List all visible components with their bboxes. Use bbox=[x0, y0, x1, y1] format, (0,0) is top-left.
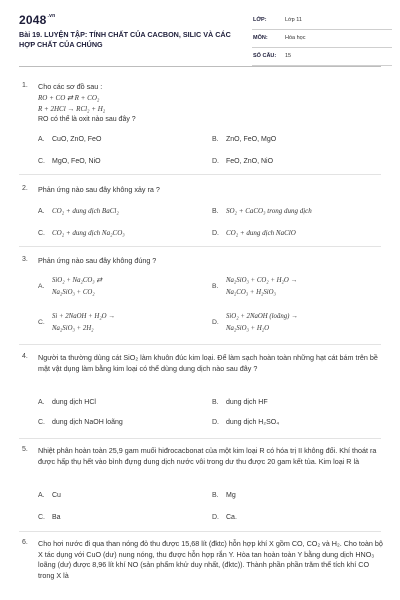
option-d[interactable] bbox=[212, 158, 273, 165]
option-c[interactable] bbox=[38, 158, 101, 165]
option-text: Ba bbox=[52, 514, 61, 521]
option-a[interactable] bbox=[38, 492, 61, 499]
option-label: C. bbox=[38, 319, 45, 326]
option-text: CuO, ZnO, FeO bbox=[52, 136, 102, 143]
option-line: Na₂SiO₃ + 2H₂ bbox=[52, 325, 94, 332]
option-line: SiO₂ + 2NaOH (loãng) → bbox=[226, 313, 298, 320]
question-number: 2. bbox=[22, 185, 28, 192]
option-label: B. bbox=[212, 399, 219, 406]
meta-value: Hóa học bbox=[285, 35, 306, 41]
option-text: dung dịch HF bbox=[226, 399, 268, 406]
question-number: 5. bbox=[22, 446, 28, 453]
option-label: B. bbox=[212, 283, 219, 290]
question-number: 6. bbox=[22, 539, 28, 546]
meta-value: Lớp 11 bbox=[285, 17, 302, 23]
option-d[interactable] bbox=[212, 514, 237, 521]
option-line: Si + 2NaOH + H₂O → bbox=[52, 313, 116, 320]
option-text: dung dịch HCl bbox=[52, 399, 96, 406]
meta-row-count bbox=[252, 50, 392, 66]
question-divider bbox=[19, 174, 381, 175]
meta-value: 15 bbox=[285, 53, 292, 59]
option-label: B. bbox=[212, 492, 219, 499]
option-label: D. bbox=[212, 514, 219, 521]
option-label: D. bbox=[212, 230, 219, 237]
question-text: Phản ứng nào sau đây không xảy ra ? bbox=[38, 185, 160, 194]
meta-key: MÔN: bbox=[253, 35, 268, 41]
option-label: B. bbox=[212, 208, 219, 215]
option-b[interactable] bbox=[212, 399, 268, 406]
option-a[interactable] bbox=[38, 207, 119, 215]
option-label: C. bbox=[38, 514, 45, 521]
option-line: Na₂SiO₃ + H₂O bbox=[226, 325, 270, 332]
option-text: ZnO, FeO, MgO bbox=[226, 136, 277, 143]
question-divider bbox=[19, 438, 381, 439]
option-label: A. bbox=[38, 399, 45, 406]
option-label: C. bbox=[38, 158, 45, 165]
lesson-meta bbox=[252, 14, 392, 68]
question-text: Cho các sơ đồ sau : bbox=[38, 82, 103, 91]
option-line: SiO₂ + Na₂CO₃ ⇄ bbox=[52, 277, 103, 284]
option-text: Mg bbox=[226, 492, 236, 499]
option-text: CO₂ + dung dịch NaClO bbox=[226, 229, 296, 237]
question-text: Cho hơi nước đi qua than nóng đỏ thu được 15,68 lít (đktc) hỗn hợp khí X gồm CO, CO₂ và H₂. Cho toàn bộ X tác dụng với CuO (dư) nung nóng, thu được hỗn hợp rắn Y. Hòa tan hoàn toàn Y bằng dung dịch HNO₃ loãng (dư) được 8,96 lít khí NO (sản phẩm khử duy nhất, (đktc)). Thành phần phần trăm thể tích khí CO trong X là bbox=[38, 539, 383, 580]
option-text: Cu bbox=[52, 492, 61, 499]
question-text: Nhiệt phân hoàn toàn 25,9 gam muối hiđrocacbonat của một kim loại R có hóa trị II không đổi. Khí thoát ra được hấp thụ hết vào bình đựng dung dịch nước vôi trong dư thu được 20 gam kết tủa. Kim loại R là bbox=[38, 446, 377, 466]
page-header bbox=[0, 0, 400, 62]
header-divider bbox=[19, 66, 381, 67]
question-divider bbox=[19, 246, 381, 247]
option-text: CO₂ + dung dịch BaCl₂ bbox=[52, 207, 119, 215]
meta-key: LỚP: bbox=[253, 17, 267, 23]
option-c[interactable] bbox=[38, 229, 125, 237]
option-b[interactable] bbox=[212, 136, 276, 143]
question-number: 4. bbox=[22, 353, 28, 360]
question-subtext: RO có thể là oxit nào sau đây ? bbox=[38, 116, 136, 123]
option-line: Na₂CO₃ + H₂SiO₃ bbox=[226, 289, 276, 296]
question-divider bbox=[19, 344, 381, 345]
option-line: Na₂SiO₃ + CO₂ bbox=[52, 289, 95, 296]
option-text: FeO, ZnO, NiO bbox=[226, 158, 274, 165]
option-label: A. bbox=[38, 492, 45, 499]
equation-line: RO + CO ⇄ R + CO₂ bbox=[38, 94, 100, 102]
option-d[interactable] bbox=[212, 419, 279, 426]
meta-row-subject bbox=[252, 32, 392, 48]
option-b[interactable] bbox=[212, 207, 312, 215]
meta-key: SỐ CÂU: bbox=[253, 53, 277, 59]
option-text: SO₂ + CaCO₃ trong dung dịch bbox=[226, 207, 312, 215]
option-text: dung dịch H₂SO₄ bbox=[226, 419, 280, 426]
logo-text: 2048 bbox=[19, 13, 47, 27]
option-label: C. bbox=[38, 419, 45, 426]
option-text: Ca. bbox=[226, 514, 237, 521]
option-text: CO₂ + dung dịch Na₂CO₃ bbox=[52, 229, 125, 237]
option-line: Na₂SiO₃ + CO₂ + H₂O → bbox=[226, 277, 298, 284]
option-label: B. bbox=[212, 136, 219, 143]
option-c[interactable] bbox=[38, 419, 123, 426]
equation-line: R + 2HCl → RCl₂ + H₂ bbox=[38, 105, 106, 113]
option-a[interactable] bbox=[38, 136, 101, 143]
option-label: A. bbox=[38, 208, 45, 215]
site-logo[interactable] bbox=[19, 13, 55, 27]
option-text: MgO, FeO, NiO bbox=[52, 158, 101, 165]
option-d[interactable] bbox=[212, 229, 296, 237]
question-text: Phản ứng nào sau đây không đúng ? bbox=[38, 256, 157, 265]
logo-suffix: .vn bbox=[47, 13, 56, 19]
question-number: 1. bbox=[22, 82, 28, 89]
option-a[interactable] bbox=[38, 399, 96, 406]
lesson-title: Bài 19. LUYỆN TẬP: TÍNH CHẤT CỦA CACBON, SILIC VÀ CÁC HỢP CHẤT CỦA CHÚNG bbox=[19, 30, 231, 49]
option-label: D. bbox=[212, 319, 219, 326]
option-label: D. bbox=[212, 419, 219, 426]
question-text: Người ta thường dùng cát SiO₂ làm khuôn đúc kim loại. Để làm sạch hoàn toàn những hạt cát bám trên bề mặt vật dụng làm bằng kim loại có thể dùng dung dịch nào sau đây ? bbox=[38, 353, 378, 373]
option-label: C. bbox=[38, 230, 45, 237]
option-label: D. bbox=[212, 158, 219, 165]
question-divider bbox=[19, 531, 381, 532]
question-number: 3. bbox=[22, 256, 28, 263]
option-c[interactable] bbox=[38, 514, 61, 521]
option-label: A. bbox=[38, 136, 45, 143]
option-text: dung dịch NaOH loãng bbox=[52, 419, 123, 426]
meta-row-class bbox=[252, 14, 392, 30]
option-label: A. bbox=[38, 283, 45, 290]
option-b[interactable] bbox=[212, 492, 236, 499]
